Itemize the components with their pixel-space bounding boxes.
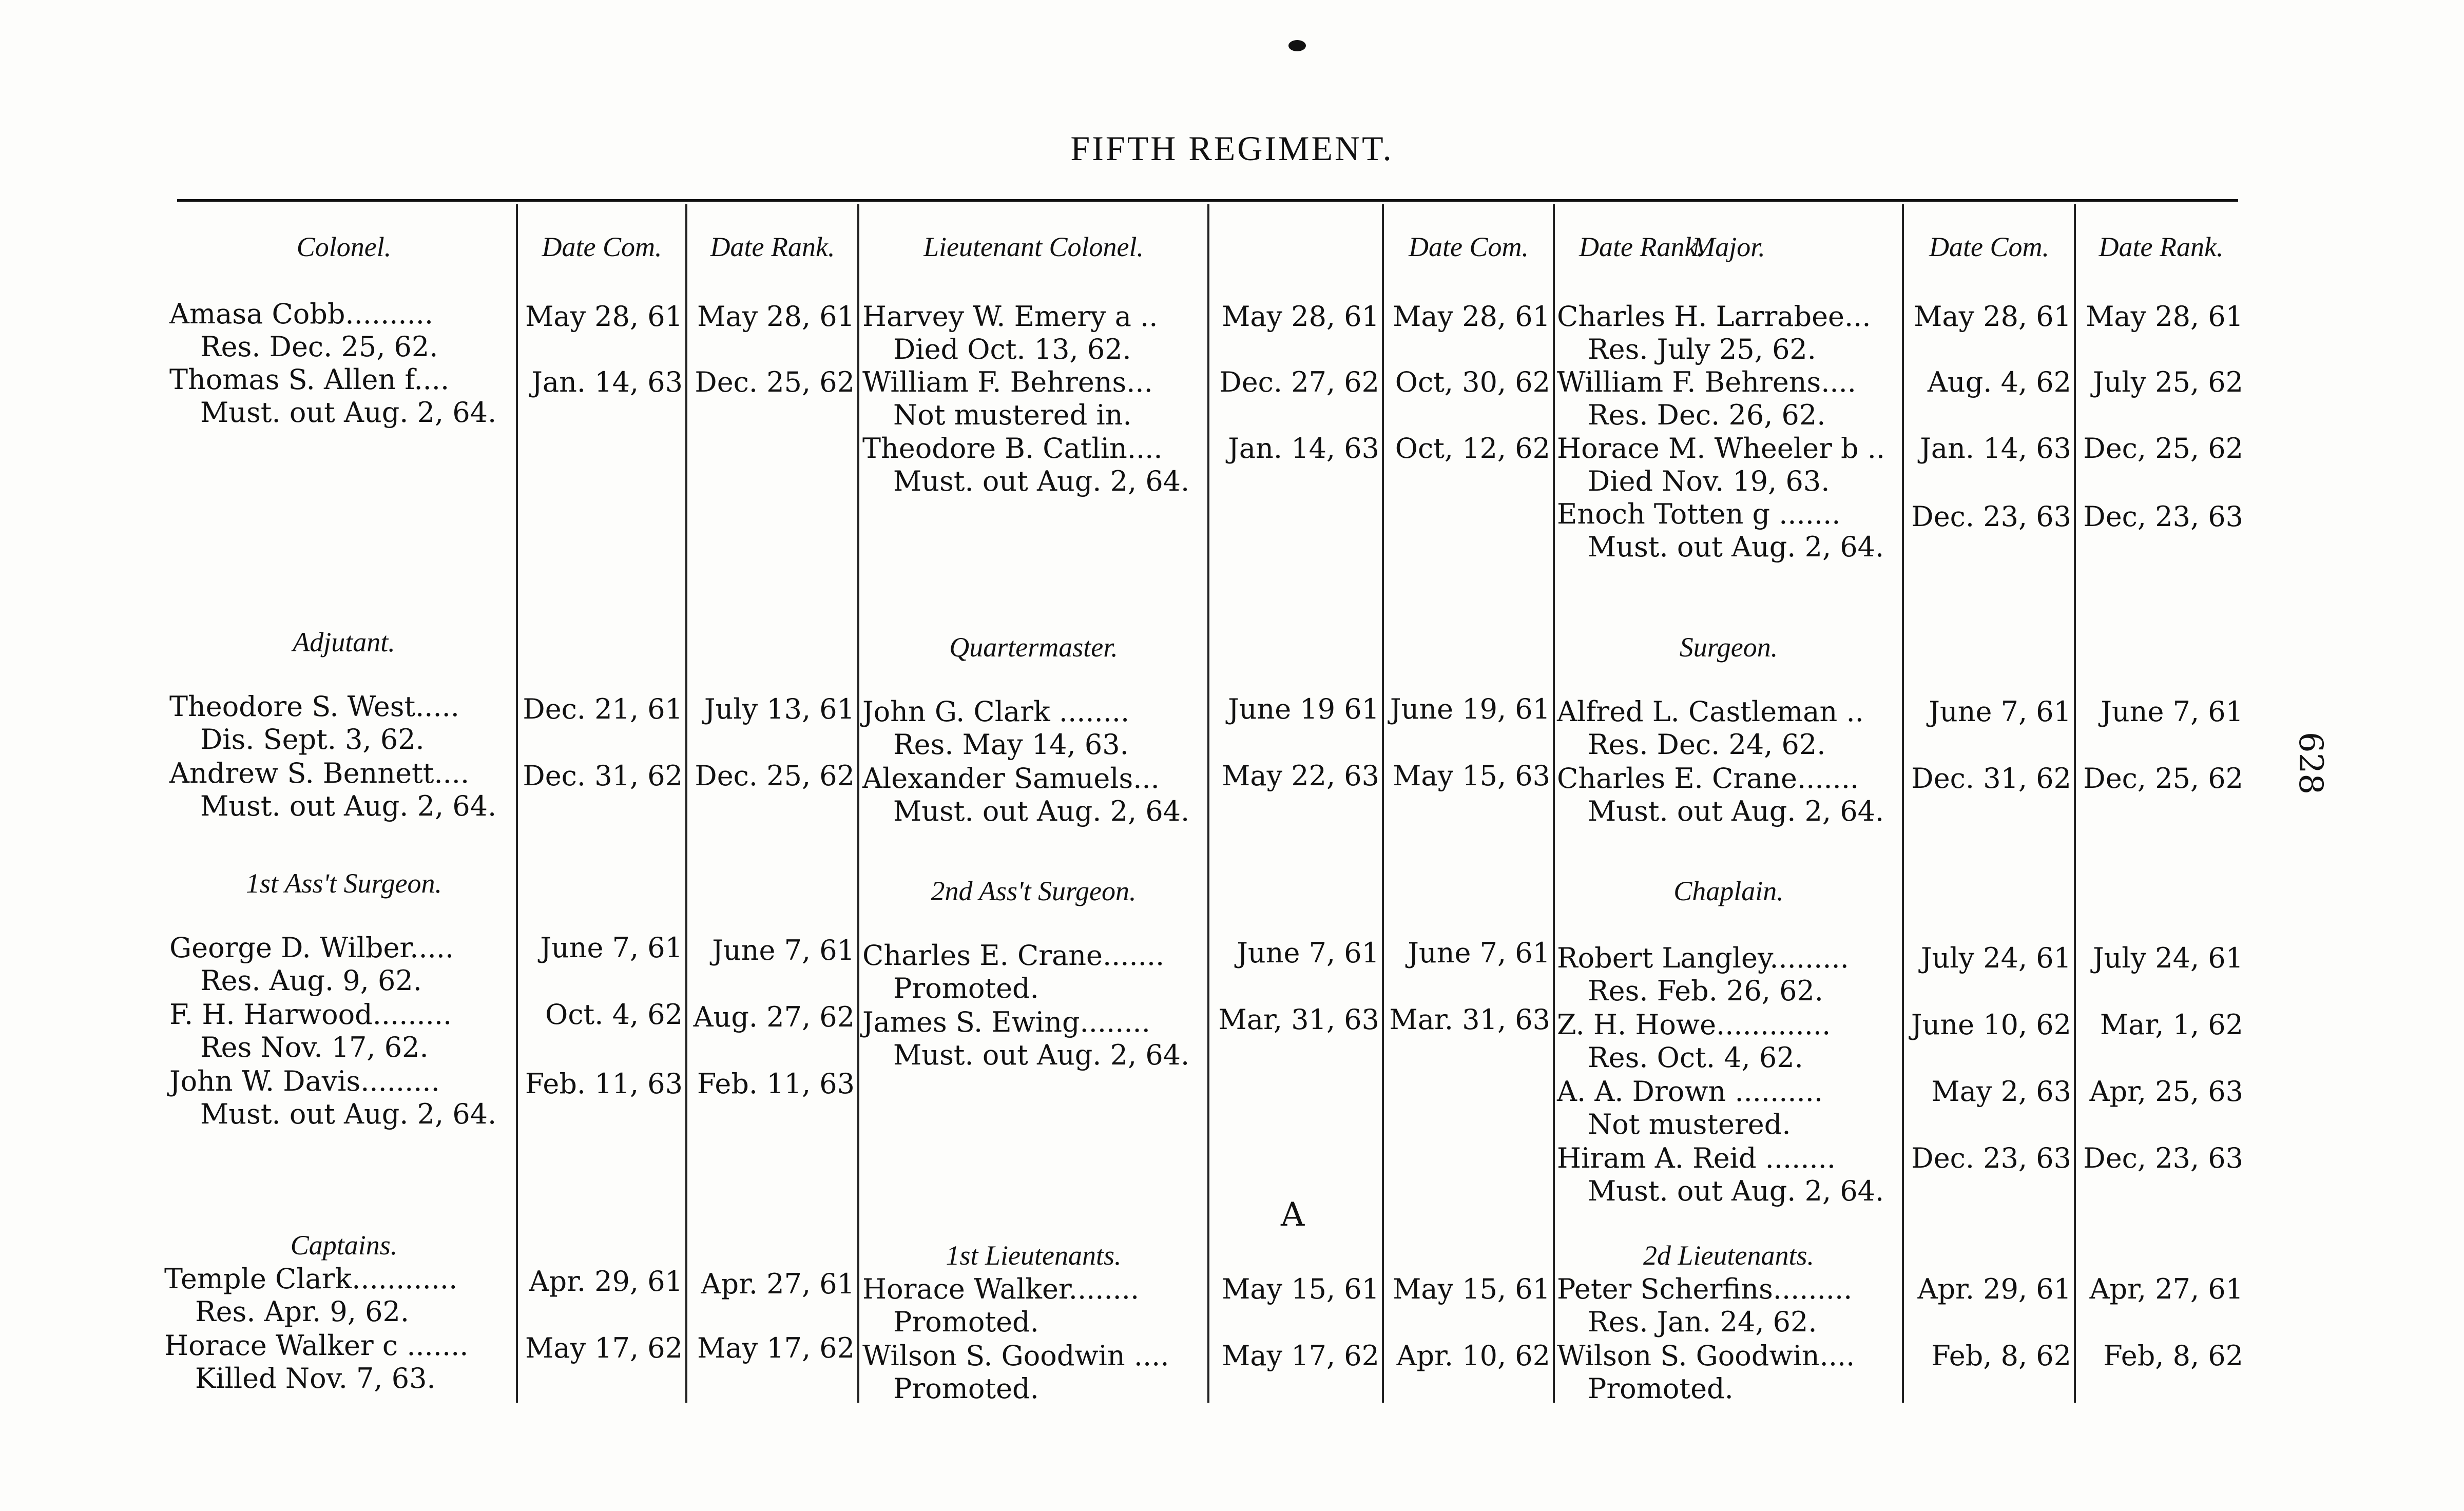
roster-entry: Wilson S. Goodwin .... Promoted. (862, 1340, 1169, 1405)
date-rank: Dec, 23, 63 (2083, 500, 2243, 533)
date-rank: Oct, 30, 62 (1395, 366, 1550, 398)
date-rank: May 15, 61 (1393, 1273, 1550, 1305)
date-rank: Aug. 27, 62 (693, 1001, 855, 1033)
section-captains: Captains. (290, 1230, 398, 1261)
date-rank: Mar, 1, 62 (2100, 1009, 2243, 1041)
column-rule (1902, 204, 1904, 1403)
date-rank: May 17, 62 (697, 1332, 855, 1364)
date-commission: Jan. 14, 63 (531, 366, 683, 398)
date-rank: Feb. 11, 63 (697, 1068, 855, 1100)
roster-entry: Horace M. Wheeler b .. Died Nov. 19, 63. (1557, 432, 1885, 497)
date-rank: May 28, 61 (2086, 300, 2243, 333)
date-commission: May 2, 63 (1931, 1075, 2071, 1108)
roster-entry: Enoch Totten g ....... Must. out Aug. 2, 64. (1557, 498, 1884, 563)
date-rank: July 25, 62 (2092, 366, 2243, 398)
date-commission: June 7, 61 (1929, 695, 2071, 728)
date-commission: May 15, 61 (1222, 1273, 1379, 1305)
column-rule (685, 204, 687, 1403)
date-rank: Apr, 27, 61 (2089, 1273, 2243, 1305)
roster-entry: Theodore S. West..... Dis. Sept. 3, 62. (169, 690, 459, 756)
column-rule (516, 204, 518, 1403)
date-commission: Dec. 31, 62 (1911, 762, 2071, 795)
section-second-lieutenants: 2d Lieutenants. (1643, 1240, 1814, 1271)
top-rule (177, 199, 2238, 202)
date-rank: Apr. 10, 62 (1396, 1340, 1550, 1372)
page-title: FIFTH REGIMENT. (1070, 129, 1394, 168)
roster-entry: George D. Wilber..... Res. Aug. 9, 62. (169, 932, 454, 997)
roster-entry: Horace Walker........ Promoted. (862, 1273, 1140, 1338)
date-rank: Oct, 12, 62 (1395, 432, 1550, 464)
page-number: 628 (2292, 731, 2330, 795)
date-commission: May 22, 63 (1222, 760, 1379, 792)
roster-entry: Theodore B. Catlin.... Must. out Aug. 2, 64. (862, 432, 1190, 497)
date-rank: Feb, 8, 62 (2103, 1340, 2243, 1372)
header-major: Major. (1692, 231, 1765, 262)
date-commission: Jan. 14, 63 (1228, 432, 1379, 464)
date-commission: May 28, 61 (1222, 300, 1379, 333)
date-commission: Apr. 29, 61 (529, 1265, 683, 1297)
date-rank: May 15, 63 (1393, 760, 1550, 792)
date-rank: Apr. 27, 61 (701, 1268, 855, 1300)
date-commission: Apr. 29, 61 (1917, 1273, 2071, 1305)
date-commission: May 17, 62 (1222, 1340, 1379, 1372)
section-surgeon: Surgeon. (1679, 632, 1778, 663)
header-date-rank: Date Rank. (1579, 231, 1704, 262)
roster-entry: Hiram A. Reid ........ Must. out Aug. 2, 64. (1557, 1142, 1884, 1207)
date-rank: Dec. 25, 62 (695, 760, 855, 792)
date-rank: July 24, 61 (2092, 942, 2243, 974)
roster-entry: Charles H. Larrabee... Res. July 25, 62. (1557, 300, 1871, 365)
date-commission: Mar, 31, 63 (1218, 1003, 1379, 1036)
header-date-rank: Date Rank. (710, 231, 835, 262)
date-commission: June 7, 61 (1237, 937, 1379, 969)
column-rule (1207, 204, 1209, 1403)
roster-entry: Temple Clark............ Res. Apr. 9, 62. (164, 1263, 458, 1328)
roster-entry: Peter Scherfins......... Res. Jan. 24, 62. (1557, 1273, 1853, 1338)
roster-entry: Horace Walker c ....... Killed Nov. 7, 63. (164, 1329, 469, 1394)
date-rank: Dec, 25, 62 (2083, 432, 2243, 464)
date-rank: June 7, 61 (712, 934, 855, 966)
date-commission: May 17, 62 (525, 1332, 683, 1364)
roster-entry: Charles E. Crane....... Must. out Aug. 2, 64. (1557, 762, 1884, 827)
roster-entry: Z. H. Howe............. Res. Oct. 4, 62. (1557, 1009, 1831, 1074)
header-date-rank: Date Rank. (2099, 231, 2224, 262)
date-commission: Feb. 11, 63 (525, 1068, 683, 1100)
roster-entry: A. A. Drown .......... Not mustered. (1557, 1075, 1823, 1140)
date-commission: Dec. 31, 62 (523, 760, 683, 792)
roster-entry: Charles E. Crane....... Promoted. (862, 939, 1165, 1004)
date-commission: June 10, 62 (1911, 1009, 2071, 1041)
stray-letter: A (1281, 1196, 1305, 1234)
column-rule (1553, 204, 1555, 1403)
date-rank: Mar. 31, 63 (1389, 1003, 1550, 1036)
roster-entry: John G. Clark ........ Res. May 14, 63. (862, 695, 1130, 761)
date-commission: June 7, 61 (540, 932, 683, 964)
section-first-asst-surgeon: 1st Ass't Surgeon. (245, 868, 442, 899)
section-second-asst-surgeon: 2nd Ass't Surgeon. (931, 876, 1137, 906)
date-commission: May 28, 61 (525, 300, 683, 333)
date-rank: June 19, 61 (1390, 693, 1550, 725)
date-commission: June 19 61 (1228, 693, 1379, 725)
header-colonel: Colonel. (296, 231, 392, 262)
date-rank: Dec, 25, 62 (2083, 762, 2243, 795)
roster-entry: Andrew S. Bennett.... Must. out Aug. 2, 64. (169, 757, 497, 822)
date-commission: Dec. 23, 63 (1911, 1142, 2071, 1174)
date-rank: Dec, 23, 63 (2083, 1142, 2243, 1174)
header-lieutenant-colonel: Lieutenant Colonel. (923, 231, 1144, 262)
date-rank: Dec. 25, 62 (695, 366, 855, 398)
date-commission: Jan. 14, 63 (1920, 432, 2071, 464)
date-rank: May 28, 61 (1393, 300, 1550, 333)
section-chaplain: Chaplain. (1673, 876, 1784, 906)
roster-entry: Amasa Cobb.......... Res. Dec. 25, 62. (169, 298, 438, 363)
date-rank: June 7, 61 (1408, 937, 1550, 969)
column-rule (857, 204, 859, 1403)
roster-entry: Thomas S. Allen f.... Must. out Aug. 2, 64. (169, 363, 497, 429)
date-commission: Oct. 4, 62 (545, 998, 683, 1031)
date-rank: May 28, 61 (697, 300, 855, 333)
header-date-com: Date Com. (542, 231, 662, 262)
date-commission: Dec. 21, 61 (523, 693, 683, 725)
date-commission: July 24, 61 (1920, 942, 2071, 974)
header-date-com: Date Com. (1409, 231, 1529, 262)
roster-entry: James S. Ewing........ Must. out Aug. 2, 64. (862, 1006, 1190, 1071)
date-commission: Dec. 27, 62 (1219, 366, 1379, 398)
column-rule (1382, 204, 1384, 1403)
roster-entry: F. H. Harwood......... Res Nov. 17, 62. (169, 998, 452, 1063)
roster-entry: William F. Behrens... Not mustered in. (862, 366, 1153, 431)
roster-entry: Alfred L. Castleman .. Res. Dec. 24, 62. (1557, 695, 1864, 761)
roster-entry: Robert Langley......... Res. Feb. 26, 62. (1557, 942, 1849, 1007)
date-commission: May 28, 61 (1914, 300, 2071, 333)
roster-entry: William F. Behrens.... Res. Dec. 26, 62. (1557, 366, 1856, 431)
date-rank: Apr, 25, 63 (2089, 1075, 2243, 1108)
header-date-com: Date Com. (1929, 231, 2049, 262)
column-rule (2074, 204, 2076, 1403)
roster-entry: Harvey W. Emery a .. Died Oct. 13, 62. (862, 300, 1158, 365)
date-rank: July 13, 61 (704, 693, 855, 725)
section-quartermaster: Quartermaster. (949, 632, 1118, 663)
section-adjutant: Adjutant. (293, 627, 395, 657)
roster-entry: Alexander Samuels... Must. out Aug. 2, 64. (862, 762, 1190, 827)
date-rank: June 7, 61 (2101, 695, 2243, 728)
ink-blot (1288, 40, 1306, 51)
date-commission: Dec. 23, 63 (1911, 500, 2071, 533)
date-commission: Aug. 4, 62 (1927, 366, 2071, 398)
date-commission: Feb, 8, 62 (1931, 1340, 2071, 1372)
roster-entry: Wilson S. Goodwin.... Promoted. (1557, 1340, 1855, 1405)
section-first-lieutenants: 1st Lieutenants. (946, 1240, 1122, 1271)
roster-entry: John W. Davis......... Must. out Aug. 2, 64. (169, 1065, 497, 1130)
